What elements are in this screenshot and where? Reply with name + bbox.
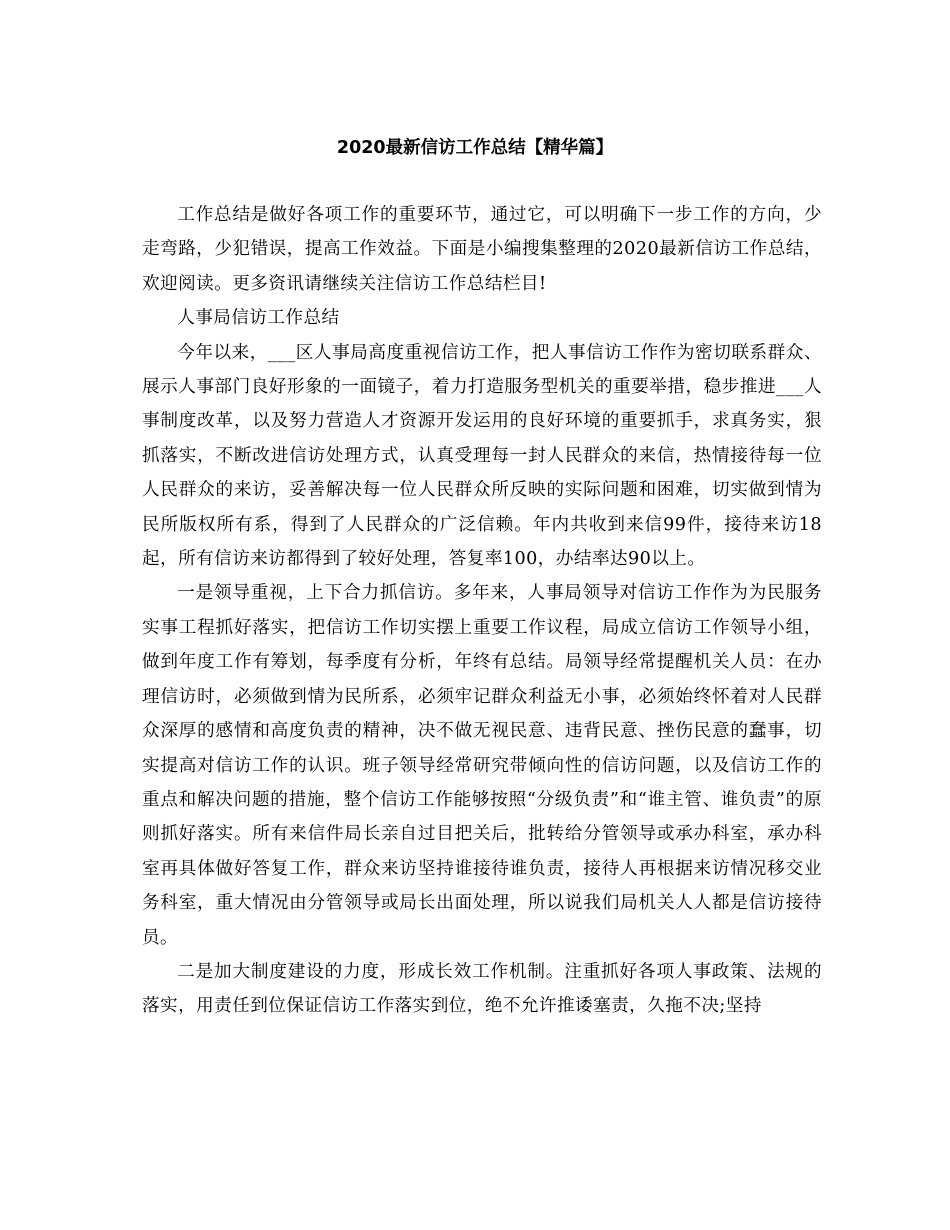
paragraph-intro: 工作总结是做好各项工作的重要环节，通过它，可以明确下一步工作的方向，少走弯路，少犯错误，提高工作效益。下面是小编搜集整理的2020最新信访工作总结，欢迎阅读。更多资讯请继续关注信访工作总结栏目! [142,205,822,294]
section-heading: 人事局信访工作总结 [177,308,340,329]
paragraph-point-two: 二是加大制度建设的力度，形成长效工作机制。注重抓好各项人事政策、法规的落实，用责任到位保证信访工作落实到位，绝不允许推诿塞责，久拖不决;坚持 [142,961,822,1017]
paragraph-overview: 今年以来，___区人事局高度重视信访工作，把人事信访工作作为密切联系群众、展示人事部门良好形象的一面镜子，着力打造服务型机关的重要举措，稳步推进___人事制度改革，以及努力营造人才资源开发运用的良好环境的重要抓手，求真务实，狠抓落实，不断改进信访处理方式，认真受理每一封人民群众的来信，热情接待每一位人民群众的来访，妥善解决每一位人民群众所反映的实际问题和困难，切实做到情为民所版权所有系，得到了人民群众的广泛信赖。年内共收到来信99件，接待来访18起，所有信访来访都得到了较好处理，答复率100，办结率达90以上。 [142,342,822,570]
document-title: 2020最新信访工作总结【精华篇】 [336,138,614,158]
document-body [142,198,822,1024]
paragraph-point-one: 一是领导重视，上下合力抓信访。多年来，人事局领导对信访工作作为为民服务实事工程抓好落实，把信访工作切实摆上重要工作议程，局成立信访工作领导小组，做到年度工作有筹划，每季度有分析，年终有总结。局领导经常提醒机关人员：在办理信访时，必须做到情为民所系，必须牢记群众利益无小事，必须始终怀着对人民群众深厚的感情和高度负责的精神，决不做无视民意、违背民意、挫伤民意的蠢事，切实提高对信访工作的认识。班子领导经常研究带倾向性的信访问题，以及信访工作的重点和解决问题的措施，整个信访工作能够按照“分级负责”和“谁主管、谁负责”的原则抓好落实。所有来信件局长亲自过目把关后，批转给分管领导或承办科室，承办科室再具体做好答复工作，群众来访坚持谁接待谁负责，接待人再根据来访情况移交业务科室，重大情况由分管领导或局长出面处理，所以说我们局机关人人都是信访接待员。 [142,583,822,948]
